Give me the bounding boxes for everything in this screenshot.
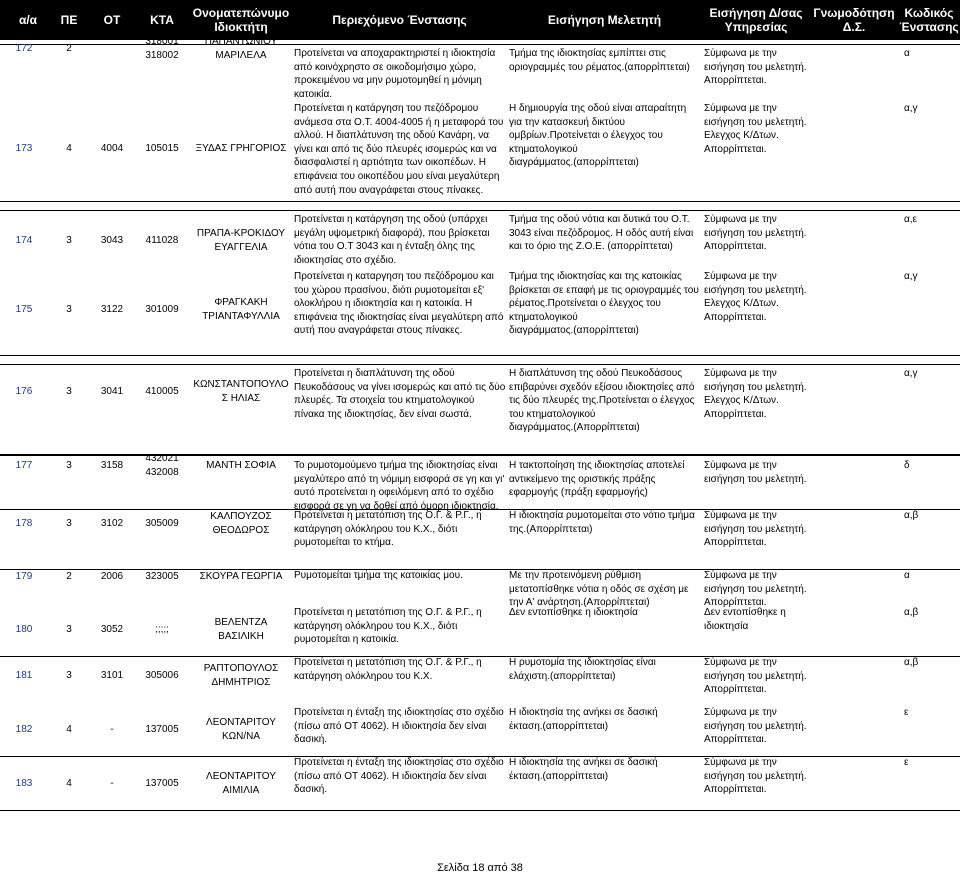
- header-opinion: Γνωμοδότηση Δ.Σ.: [813, 6, 895, 34]
- cell-aa: 179: [15, 571, 33, 583]
- cell-code: α,γ: [904, 368, 918, 379]
- cell-ot: 2006: [100, 571, 124, 583]
- cell-ot: 3122: [100, 304, 124, 316]
- cell-service: Σύμφωνα με την εισήγηση του μελετητή.: [704, 460, 807, 485]
- cell-kta: 137005: [145, 724, 179, 736]
- cell-aa: 182: [15, 724, 33, 736]
- cell-kta: 410005: [145, 386, 179, 398]
- cell-owner: ΚΑΛΠΟΥΖΟΣ ΘΕΟΔΩΡΟΣ: [210, 511, 272, 536]
- cell-service: Σύμφωνα με την εισήγηση του μελετητή. Απορρίπτεται.: [704, 757, 807, 796]
- cell-pe: 2: [66, 571, 72, 583]
- cell-kta: ;;;;;: [155, 624, 169, 636]
- cell-kta: 411028: [145, 235, 179, 247]
- cell-aa: 174: [15, 235, 33, 247]
- cell-study: Τμήμα της οδού νότια και δυτικά του Ο.Τ. 3043 είναι πεζόδρομος. Η οδός αυτή είναι και το όριο της Ζ.Ο.Ε. (απορρίπτεται): [509, 214, 694, 253]
- cell-study: Με την προτεινόμενη ρύθμιση μετατοπίσθηκε νότια η οδός σε σχέση με την Α' ανάρτηση.(Απορρίπτεται): [509, 570, 689, 609]
- cell-ot: 4004: [100, 143, 124, 155]
- cell-study: Δεν εντοπίσθηκε η ιδιοκτησία: [509, 607, 638, 618]
- cell-code: α,β: [904, 510, 919, 521]
- cell-pe: 3: [66, 235, 72, 247]
- header-kta: ΚΤΑ: [150, 13, 174, 27]
- cell-aa: 177: [15, 460, 33, 472]
- cell-owner: ΛΕΟΝΤΑΡΙΤΟΥ ΑΙΜΙΛΙΑ: [206, 771, 276, 796]
- header-ot: ΟΤ: [103, 13, 121, 27]
- cell-ot: [90, 42, 134, 56]
- cell-owner: ΞΥΔΑΣ ΓΡΗΓΟΡΙΟΣ: [195, 143, 287, 155]
- cell-service: Σύμφωνα με την εισήγηση του μελετητή. Απορρίπτεται.: [704, 707, 807, 746]
- cell-content: Προτείνεται η μετατόπιση της Ο.Γ. & Ρ.Γ., η κατάργηση ολόκληρου του Κ.Χ.: [294, 657, 482, 682]
- cell-service: Σύμφωνα με την εισήγηση του μελετητή. Ελεγχος Κ/Δτων. Απορρίπτεται.: [704, 368, 807, 420]
- cell-pe: 4: [66, 724, 72, 736]
- cell-service: Σύμφωνα με την εισήγηση του μελετητή. Απορρίπτεται.: [704, 48, 807, 87]
- cell-pe: 3: [66, 304, 72, 316]
- page-number: Σελίδα 18 από 38: [437, 862, 523, 874]
- cell-service: Δεν εντοπίσθηκε η ιδιοκτησία: [704, 607, 786, 632]
- header-owner: Ονοματεπώνυμο Ιδιοκτήτη: [192, 6, 290, 34]
- cell-owner: ΛΕΟΝΤΑΡΙΤΟΥ ΚΩΝ/ΝΑ: [206, 717, 276, 742]
- cell-content: Προτείνεται η μετατόπιση της Ο.Γ. & Ρ.Γ., η κατάργηση ολόκληρου του Κ.Χ., διότι ρυμοτομείται το κτήμα.: [294, 510, 482, 549]
- cell-kta: 305009: [145, 518, 179, 530]
- cell-aa: 172: [15, 43, 33, 55]
- cell-service: Σύμφωνα με την εισήγηση του μελετητή. Ελεγχος Κ/Δτων. Απορρίπτεται.: [704, 271, 807, 323]
- cell-code: α,β: [904, 607, 919, 618]
- cell-content: Προτείνεται η διαπλάτυνση της οδού Πευκοδάσους να γίνει ισομερώς και από τις δύο πλευρές. Τα στοιχεία του κτηματολογικού πίνακα της ιδιοκτησίας, δεν είναι σωστά.: [294, 368, 506, 420]
- cell-aa: 178: [15, 518, 33, 530]
- cell-owner: ΚΩΝΣΤΑΝΤΟΠΟΥΛΟ Σ ΗΛΙΑΣ: [193, 379, 289, 404]
- header-study: Εισήγηση Μελετητή: [547, 13, 662, 27]
- cell-study: Η ιδιοκτησία ρυμοτομείται στο νότιο τμήμα της.(Απορρίπτεται): [509, 510, 695, 535]
- cell-owner: ΡΑΠΤΟΠΟΥΛΟΣ ΔΗΜΗΤΡΙΟΣ: [203, 663, 279, 688]
- cell-ot: 3158: [100, 460, 124, 472]
- cell-owner: ΣΚΟΥΡΑ ΓΕΩΡΓΙΑ: [199, 571, 283, 583]
- cell-service: Σύμφωνα με την εισήγηση του μελετητή. Απορρίπτεται.: [704, 510, 807, 549]
- cell-content: Το ρυμοτομούμενο τμήμα της ιδιοκτησίας είναι μεγαλύτερο από τη νόμιμη εισφορά σε γη και γι' αυτό προτείνεται η οφειλόμενη από το σχέδιο εισφορά σε γη να δοθεί από όμορη ιδιοκτησία.: [294, 460, 505, 512]
- cell-content: Προτείνεται η μετατόπιση της Ο.Γ. & Ρ.Γ., η κατάργηση ολόκληρου του Κ.Χ., διότι ρυμοτομείται η κατοικία.: [294, 607, 482, 646]
- header-pe: ΠΕ: [60, 13, 78, 27]
- cell-ot: 3101: [100, 670, 124, 682]
- cell-code: δ: [904, 460, 910, 471]
- cell-study: Τμήμα της ιδιοκτησίας και της κατοικίας βρίσκεται σε επαφή με τις οριογραμμές του ρέματος.Προτείνεται ο έλεγχος του κτηματολογικού διαγράμματος.(απορρίπτεται): [509, 271, 699, 337]
- cell-content: Προτείνεται η κατάργηση της οδού (υπάρχει μεγάλη υψομετρική διαφορά), που βρίσκεται νότια του Ο.Τ 3043 και η ένταξη όλης της ιδιοκτησίας στο σχέδιο.: [294, 214, 490, 266]
- cell-service: Σύμφωνα με την εισήγηση του μελετητή. Απορρίπτεται.: [704, 657, 807, 696]
- cell-pe: 3: [66, 518, 72, 530]
- cell-kta: 323005: [145, 571, 179, 583]
- cell-service: Σύμφωνα με την εισήγηση του μελετητή. Ελεγχος Κ/Δτων. Απορρίπτεται.: [704, 103, 807, 155]
- cell-aa: 176: [15, 386, 33, 398]
- cell-pe: 3: [66, 460, 72, 472]
- cell-content: Προτείνεται η κατάργηση του πεζόδρομου ανάμεσα στα Ο.Τ. 4004-4005 ή η μεταφορά του αλλού. Η διαπλάτυνση της οδού Κανάρη, να γίνει και από τις δύο πλευρές ισομερώς και να διασφαλιστεί η αρτιότητα των οικοπέδων. Η επιφάνεια του οικοπέδου μου είναι μεγαλύτερη από αυτή που αναγράφεται στους πίνακες.: [294, 103, 504, 196]
- cell-code: ε: [904, 707, 909, 718]
- cell-owner: ΒΕΛΕΝΤΖΑ ΒΑΣΙΛΙΚΗ: [214, 617, 268, 642]
- cell-code: α,γ: [904, 103, 918, 114]
- cell-aa: 175: [15, 304, 33, 316]
- cell-study: Η ρυμοτομία της ιδιοκτησίας είναι ελάχιστη.(απορρίπτεται): [509, 657, 656, 682]
- cell-kta: 301009: [145, 304, 179, 316]
- cell-aa: 173: [15, 143, 33, 155]
- cell-service: Σύμφωνα με την εισήγηση του μελετητή. Απορρίπτεται.: [704, 214, 807, 253]
- cell-aa: 183: [15, 778, 33, 790]
- cell-ot: 3102: [100, 518, 124, 530]
- cell-ot: 3043: [100, 235, 124, 247]
- cell-pe: 3: [66, 386, 72, 398]
- cell-kta: 137005: [145, 778, 179, 790]
- cell-kta: 318001 318002: [145, 36, 179, 61]
- cell-kta: 105015: [145, 143, 179, 155]
- cell-aa: 181: [15, 670, 33, 682]
- header-service: Εισήγηση Δ/σας Υπηρεσίας: [709, 6, 803, 34]
- cell-study: Η ιδιοκτησία της ανήκει σε δασική έκταση.(απορρίπτεται): [509, 707, 658, 732]
- cell-owner: ΦΡΑΓΚΑΚΗ ΤΡΙΑΝΤΑΦΥΛΛΙΑ: [202, 297, 280, 322]
- cell-content: Προτείνεται η ένταξη της ιδιοκτησίας στο σχέδιο (πίσω από ΟΤ 4062). Η ιδιοκτησία δεν είναι δασική.: [294, 707, 504, 746]
- cell-code: α,γ: [904, 271, 918, 282]
- cell-study: Η τακτοποίηση της ιδιοκτησίας αποτελεί αντικείμενο της οριστικής πράξης εφαρμογής (πράξη εφαρμογής): [509, 460, 685, 499]
- cell-ot: 3041: [100, 386, 124, 398]
- cell-code: α,ε: [904, 214, 918, 225]
- table-header: [0, 0, 960, 40]
- cell-kta: 432021 432008: [145, 453, 179, 478]
- header-content: Περιεχόμενο Ένστασης: [332, 13, 467, 27]
- cell-pe: 3: [66, 624, 72, 636]
- cell-pe: 2: [66, 43, 72, 55]
- cell-study: Τμήμα της ιδιοκτησίας εμπίπτει στις οριογραμμές του ρέματος.(απορρίπτεται): [509, 48, 690, 73]
- cell-kta: 305006: [145, 670, 179, 682]
- cell-study: Η ιδιοκτησία της ανήκει σε δασική έκταση.(απορρίπτεται): [509, 757, 658, 782]
- cell-pe: 3: [66, 670, 72, 682]
- cell-content: Προτείνεται η καταργηση του πεζόδρομου και του χώρου πρασίνου, διότι ρυμοτομείται εξ' ολοκλήρου η ιδιοκτησία και η κατοικία. Η επιφάνεια της ιδιοκτησίας είναι μεγαλύτερη από αυτή που αναγράφεται στους πίνακες.: [294, 271, 504, 337]
- cell-owner: ΜΑΝΤΗ ΣΟΦΙΑ: [206, 460, 276, 472]
- cell-code: ε: [904, 757, 909, 768]
- cell-pe: 4: [66, 778, 72, 790]
- cell-owner: ΠΡΑΠΑ-ΚΡΟΚΙΔΟΥ ΕΥΑΓΓΕΛΙΑ: [196, 228, 286, 253]
- cell-owner: ΠΑΠΑΝΤΩΝΙΟΥ ΜΑΡΙΛΕΛΑ: [204, 36, 278, 61]
- cell-code: α,β: [904, 657, 919, 668]
- cell-ot: -: [110, 724, 114, 736]
- cell-pe: 4: [66, 143, 72, 155]
- cell-content: Ρυμοτομείται τμήμα της κατοικίας μου.: [294, 570, 463, 581]
- cell-ot: 3052: [100, 624, 124, 636]
- cell-code: α: [904, 48, 910, 59]
- cell-ot: -: [110, 778, 114, 790]
- cell-content: Προτείνεται να αποχαρακτηριστεί η ιδιοκτησία από κοινόχρηστο σε οικοδομήσιμο χώρο, προκειμένου να μην ρυμοτομηθεί η μόνιμη κατοικία.: [294, 48, 496, 100]
- cell-code: α: [904, 570, 910, 581]
- cell-aa: 180: [15, 624, 33, 636]
- cell-content: Προτείνεται η ένταξη της ιδιοκτησίας στο σχέδιο (πίσω από ΟΤ 4062). Η ιδιοκτησία δεν είναι δασική.: [294, 757, 504, 796]
- header-aa: α/α: [18, 13, 38, 27]
- cell-study: Η διαπλάτυνση της οδού Πευκοδάσους επιβαρύνει σχεδόν εξίσου ιδιοκτησίες από τις δύο πλευρές της.Προτείνεται ο έλεγχος του κτηματολογικού διαγράμματος.(Απορρίπτεται): [509, 368, 695, 434]
- header-code: Κωδικός Ένστασης: [899, 6, 959, 34]
- cell-service: Σύμφωνα με την εισήγηση του μελετητή. Απορρίπτεται.: [704, 570, 807, 609]
- cell-study: Η δημιουργία της οδού είναι απαραίτητη για την κατασκευή δικτύου ομβρίων.Προτείνεται ο έλεγχος του κτηματολογικού διαγράμματος.(απορρίπτεται): [509, 103, 687, 169]
